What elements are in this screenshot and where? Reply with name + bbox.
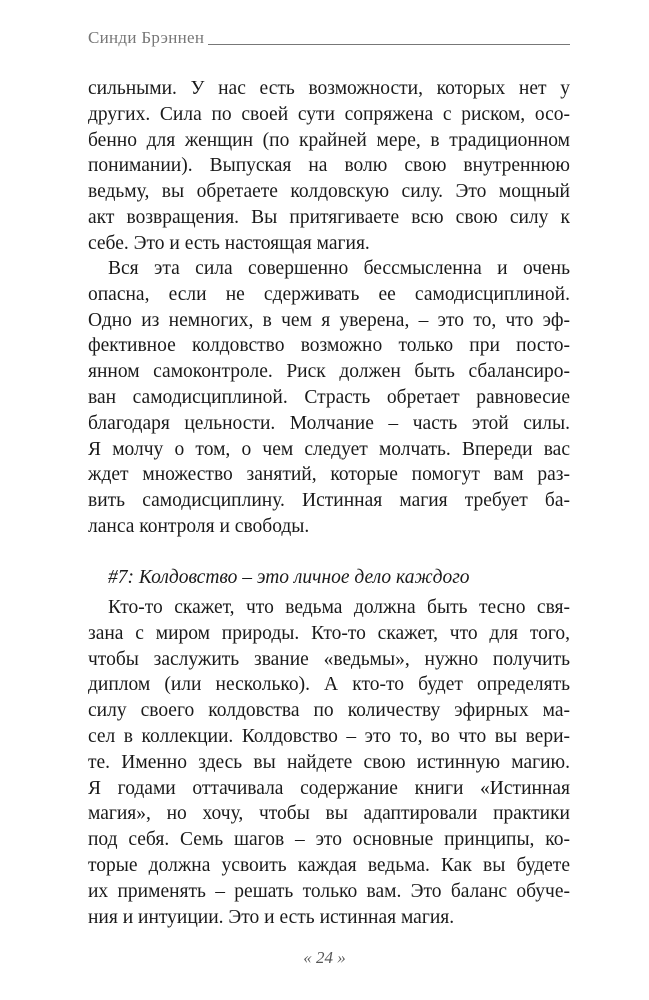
paragraph-3 (88, 595, 570, 930)
text-line: фективное колдовство возможно только при посто- (88, 335, 570, 357)
paragraph-2 (88, 256, 570, 540)
page-number: « 24 » (303, 948, 346, 967)
text-line: других. Сила по своей сути сопряжена с риском, осо- (88, 103, 570, 125)
running-header (88, 28, 570, 48)
text-line: под себя. Семь шагов – это основные принципы, ко- (88, 829, 570, 851)
text-line: Вся эта сила совершенно бессмысленна и очень (108, 258, 570, 279)
text-line: торые должна усвоить каждая ведьма. Как вы будете (88, 854, 570, 876)
paragraph-1 (88, 76, 570, 257)
text-line: Кто-то скажет, что ведьма должна быть тесно свя- (108, 597, 570, 618)
text-line: Я годами оттачивала содержание книги «Истинная (88, 777, 570, 799)
text-line: ведьму, вы обретаете колдовскую силу. Это мощный (88, 181, 570, 203)
text-line: себе. Это и есть настоящая магия. (88, 232, 370, 254)
text-line: чтобы заслужить звание «ведьмы», нужно получить (88, 648, 570, 670)
text-line: опасна, если не сдерживать ее самодисциплиной. (88, 283, 570, 305)
text-line: силу своего колдовства по количеству эфирных ма- (88, 700, 570, 722)
text-line: ван самодисциплиной. Страсть обретает равновесие (88, 386, 570, 408)
header-author: Синди Брэннен (88, 28, 205, 47)
text-line: сильными. У нас есть возможности, которых нет у (88, 78, 570, 99)
text-line: акт возвращения. Вы притягиваете всю свою силу к (88, 206, 570, 228)
text-line: ждет множество занятий, которые помогут вам раз- (88, 464, 570, 486)
text-line: магия», но хочу, чтобы вы адаптировали практики (88, 803, 570, 825)
text-line: Одно из немногих, в чем я уверена, – это то, что эф- (88, 309, 570, 331)
text-line: бенно для женщин (по крайней мере, в традиционном (88, 129, 570, 151)
text-line: благодаря цельности. Молчание – часть этой силы. (88, 412, 570, 434)
text-line: ланса контроля и свободы. (88, 515, 310, 537)
section-heading: #7: Колдовство – это личное дело каждого (108, 567, 470, 588)
text-line: Я молчу о том, о чем следует молчать. Впереди вас (88, 438, 570, 460)
text-line: янном самоконтроле. Риск должен быть сбалансиро- (88, 361, 570, 383)
text-line: понимании). Выпуская на волю свою внутреннюю (88, 155, 570, 177)
text-line: диплом (или несколько). А кто-то будет определять (88, 674, 570, 696)
text-line: их применять – решать только вам. Это баланс обуче- (88, 880, 570, 902)
text-line: ния и интуиции. Это и есть истинная магия. (88, 906, 455, 928)
text-line: вить самодисциплину. Истинная магия требует ба- (88, 490, 570, 512)
header-rule (208, 44, 570, 45)
text-line: те. Именно здесь вы найдете свою истинную магию. (88, 751, 570, 773)
text-line: сел в коллекции. Колдовство – это то, во что вы вери- (88, 725, 570, 747)
text-line: зана с миром природы. Кто-то скажет, что для того, (88, 622, 570, 644)
